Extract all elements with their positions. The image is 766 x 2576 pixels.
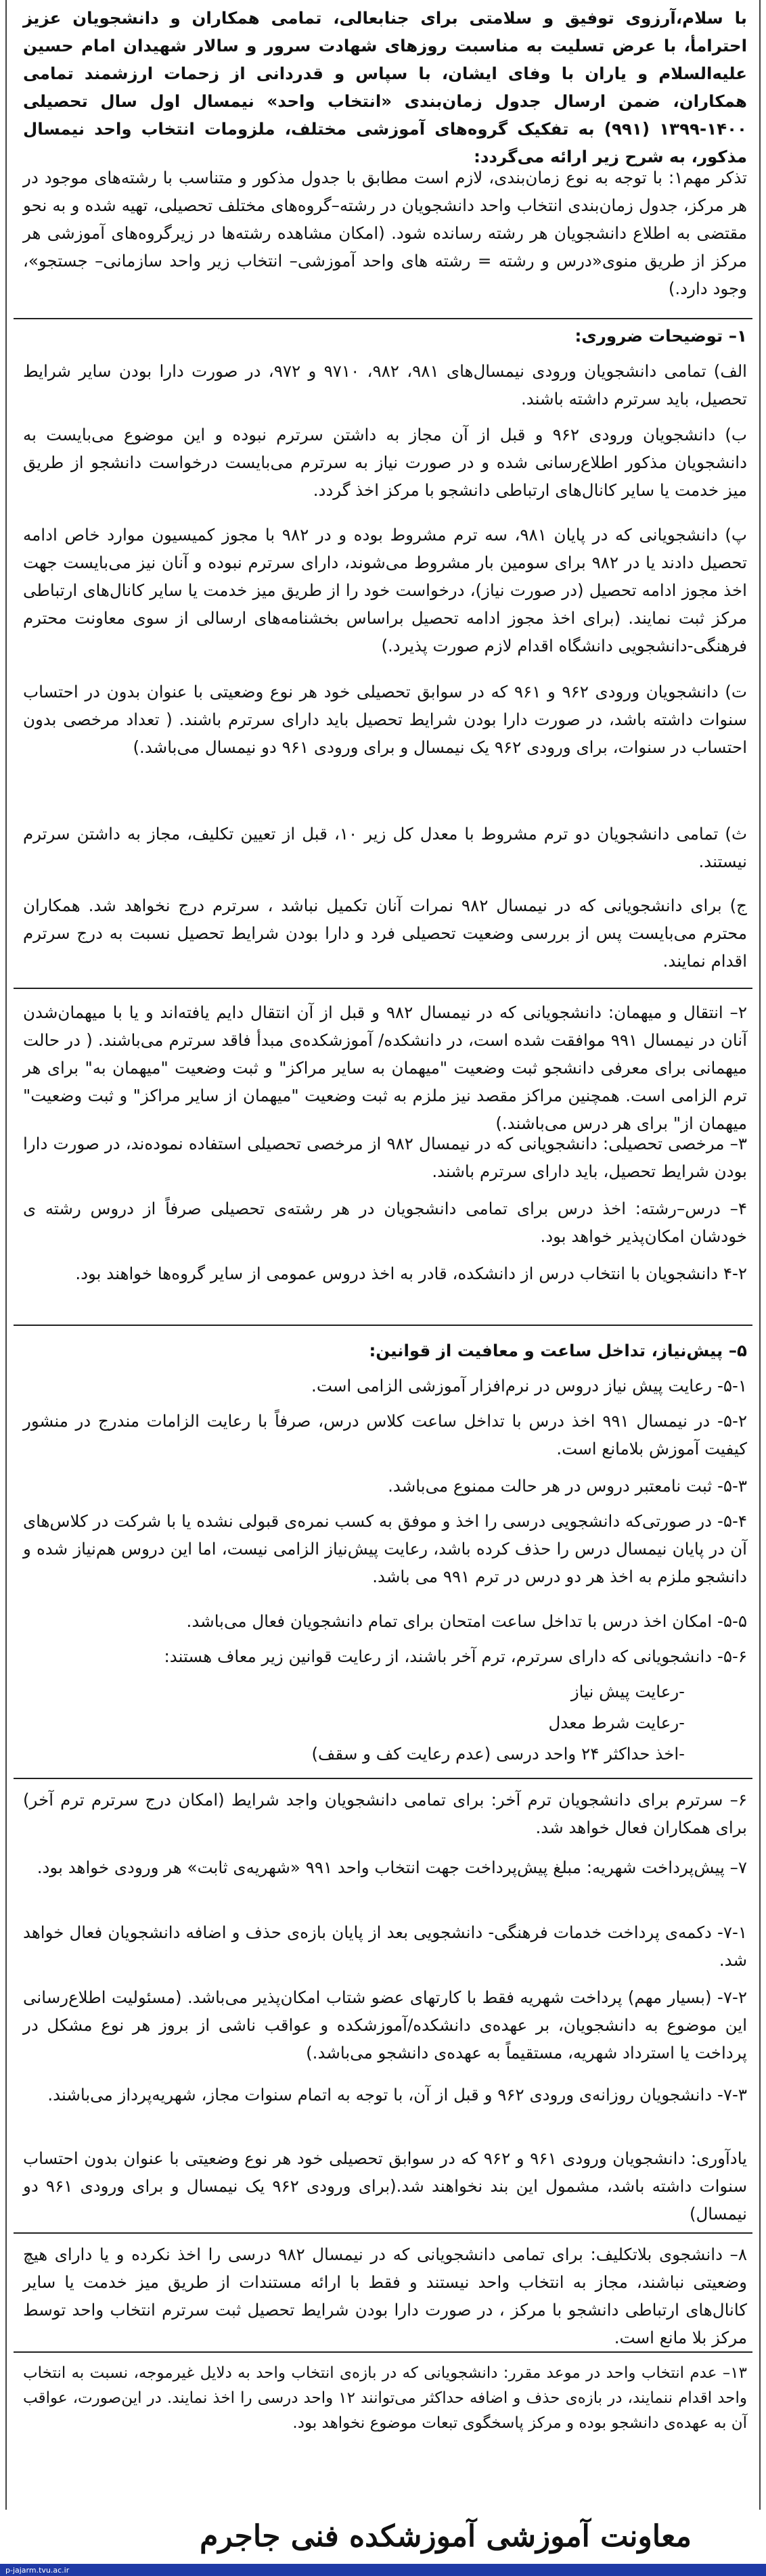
section-5-2: ۵-۲- در نیمسال ۹۹۱ اخذ درس با تداخل ساعت کلاس درس، صرفاً با رعایت الزامات مندرج در منشور کیفیت آموزش بلامانع است. bbox=[23, 1411, 747, 1458]
section-2-transfer-guest: ۲– انتقال و میهمان: دانشجویانی که در نیمسال ۹۸۲ و قبل از آن انتقال دایم یافته‌اند و یا با میهمان‌شدن آنان در نیمسال ۹۹۱ موافقت شده است، در دانشکده/ آموزشکده‌ی مبدأ فاقد سرترم می‌باشند. ( در حالت میهمانی برای معرفی دانشجو ثبت وضعیت "میهمان به سایر مراکز" و ثبت وضعیت "میهمان به" برای هر ترم الزامی است. همچنین مراکز مقصد نیز ملزم به ثبت وضعیت "میهمان از سایر مراکز" و ثبت وضعیت" میهمان از" برای هر درس می‌باشند.) bbox=[23, 1003, 748, 1133]
divider bbox=[14, 1325, 752, 1326]
important-note: تذکر مهم۱: با توجه به نوع زمان‌بندی، لازم است مطابق با جدول مذکور و متناسب با رشته‌های موجود در هر مرکز، جدول زمان‌بندی انتخاب واحد دانشجویان در رشته–گروه‌های مختلف تحصیلی، تهیه شده و به نحو مقتضی به اطلاع دانشجویان هر رشته رسانده شود. (امکان مشاهده رشته‌ها در زیرگروه‌های آموزشی هر مرکز از طریق منوی«درس و رشته = رشته های واحد آموزشی– انتخاب زیر واحد سازمانی– جستجو»، وجود دارد.) bbox=[23, 168, 748, 298]
section-1-item-th: ث) تمامی دانشجویان دو ترم مشروط با معدل کل زیر ۱۰، قبل از تعیین تکلیف، مجاز به داشتن سرترم نیستند. bbox=[23, 824, 748, 871]
section-7-1: ۷-۱- دکمه‌ی پرداخت خدمات فرهنگی- دانشجویی بعد از پایان بازه‌ی حذف و اضافه دانشجویان فعال خواهد شد. bbox=[23, 1923, 747, 1970]
footer-url: p-jajarm.tvu.ac.ir bbox=[5, 2566, 70, 2575]
section-5-4: ۵-۴- در صورتی‌که دانشجویی درسی را اخذ و موفق به کسب نمره‌ی قبولی نشده یا با شرکت در کلاس‌های آن در پایان نیمسال درس را حذف کرده باشد، رعایت پیش‌نیاز الزامی نیست، اما این دروس هم‌نیاز شده و دانشجو ملزم به اخذ هر دو درس در ترم ۹۹۱ می باشد. bbox=[23, 1511, 747, 1586]
divider bbox=[14, 1778, 752, 1779]
section-1-item-a: الف) تمامی دانشجویان ورودی نیمسال‌های ۹۸۱، ۹۸۲، ۹۷۱۰ و ۹۷۲، در صورت دارا بودن سایر شرایط تحصیل، باید سرترم داشته باشند. bbox=[23, 361, 747, 409]
section-5-3: ۵-۳- ثبت نامعتبر دروس در هر حالت ممنوع می‌باشد. bbox=[388, 1476, 747, 1496]
section-1-item-j: ج) برای دانشجویانی که در نیمسال ۹۸۲ نمرات آنان تکمیل نباشد ، سرترم درج نخواهد شد. همکاران محترم می‌بایست پس از بررسی وضعیت تحصیلی فرد و دارا بودن شرایط تحصیل نسبت به درج سرترم اقدام نمایند. bbox=[23, 896, 747, 971]
section-6-last-term: ۶– سرترم برای دانشجویان ترم آخر: برای تمامی دانشجویان واجد شرایط (امکان درج سرترم ترم آخر) برای همکاران فعال خواهد شد. bbox=[23, 1790, 747, 1837]
divider bbox=[14, 2232, 752, 2234]
footer-bar bbox=[0, 2564, 766, 2576]
section-7-reminder: یادآوری: دانشجویان ورودی ۹۶۱ و ۹۶۲ که در سوابق تحصیلی خود هر نوع وضعیتی با عنوان بدون احتساب سنوات داشته باشد، مشمول این بند نخواهند شد.(برای ورودی ۹۶۲ یک نیمسال و برای ورودی ۹۶۱ دو نیمسال) bbox=[23, 2148, 747, 2224]
section-7-prepayment: ۷– پیش‌پرداخت شهریه: مبلغ پیش‌پرداخت جهت انتخاب واحد ۹۹۱ «شهریه‌ی ثابت» هر ورودی خواهد بود. bbox=[37, 1858, 747, 1877]
section-1-item-t: ت) دانشجویان ورودی ۹۶۲ و ۹۶۱ که در سوابق تحصیلی خود هر نوع وضعیتی با عنوان بدون در احتساب سنوات داشته باشد، در صورت دارا بودن شرایط تحصیل باید دارای سرترم باشند. ( تعداد مرخصی بدون احتساب در سنوات، برای ورودی ۹۶۲ یک نیمسال و برای ورودی ۹۶۱ دو نیمسال می‌باشد.) bbox=[23, 682, 747, 757]
section-3-leave: ۳– مرخصی تحصیلی: دانشجویانی که در نیمسال ۹۸۲ از مرخصی تحصیلی استفاده نموده‌ند، در صورت دارا بودن شرایط تحصیل، باید دارای سرترم باشند. bbox=[23, 1134, 747, 1181]
section-5-1: ۵-۱- رعایت پیش نیاز دروس در نرم‌افزار آموزشی الزامی است. bbox=[311, 1376, 747, 1396]
section-5-title: ۵– پیش‌نیاز، تداخل ساعت و معافیت از قوانین: bbox=[369, 1341, 747, 1360]
greeting-paragraph: با سلام،آرزوی توفیق و سلامتی برای جنابعالی، تمامی همکاران و دانشجویان عزیز احترامأ، با عرض تسلیت به مناسبت روزهای شهادت سرور و سالار شهیدان امام حسین علیه‌السلام و یاران با وفای ایشان، با سپاس و قدردانی از زحمات ارزشمند تمامی همکاران، ضمن ارسال جدول زمان‌بندی «انتخاب واحد» نیمسال اول سال تحصیلی ۱۴۰۰-۱۳۹۹ (۹۹۱) به تفکیک گروه‌های آموزشی مختلف، ملزومات انتخاب واحد نیمسال مذکور، به شرح زیر ارائه می‌گردد: bbox=[23, 8, 748, 166]
section-5-6-item: -رعایت شرط معدل bbox=[548, 1713, 685, 1732]
section-5-5: ۵-۵- امکان اخذ درس با تداخل ساعت امتحان برای تمام دانشجویان فعال می‌باشد. bbox=[186, 1611, 747, 1631]
divider bbox=[14, 988, 752, 989]
divider bbox=[14, 2351, 752, 2353]
section-1-item-p: پ) دانشجویانی که در پایان ۹۸۱، سه ترم مشروط بوده و در ۹۸۲ با مجوز کمیسیون موارد خاص ادامه تحصیل دادند یا در ۹۸۲ برای سومین بار مشروط می‌شوند، دارای سرترم نبوده و آنان نیز می‌بایست جهت اخذ مجوز ادامه تحصیل (در صورت نیاز)، درخواست خود را از طریق میز خدمت یا سایر کانال‌های ارتباطی مرکز ثبت نمایند. (برای اخذ مجوز ادامه تحصیل براساس بخشنامه‌های ارسالی از سوی معاونت محترم فرهنگی-دانشجویی دانشگاه اقدام لازم صورت پذیرد.) bbox=[23, 525, 747, 656]
section-13-no-registration: ۱۳– عدم انتخاب واحد در موعد مقرر: دانشجویانی که در بازه‌ی انتخاب واحد به دلایل غیرموجه، نسبت به انتخاب واحد اقدام ننمایند، در بازه‌ی حذف و اضافه حداکثر می‌توانند ۱۲ واحد درسی را اخذ نمایند. در این‌صورت، عواقب آن به عهده‌ی دانشجو بوده و مرکز پاسخگوی تبعات موضوع نخواهد بود. bbox=[23, 2364, 747, 2432]
section-1-title: ۱– توضیحات ضروری: bbox=[574, 326, 747, 346]
section-5-6-item: -اخذ حداکثر ۲۴ واحد درسی (عدم رعایت کف و سقف) bbox=[311, 1744, 685, 1764]
section-4-2: ۴-۲ دانشجویان با انتخاب درس از دانشکده، قادر به اخذ دروس عمومی از سایر گروه‌ها خواهند بود. bbox=[75, 1264, 747, 1283]
section-7-3: ۷-۳- دانشجویان روزانه‌ی ورودی ۹۶۲ و قبل از آن، با توجه به اتمام سنوات مجاز، شهریه‌پرداز می‌باشند. bbox=[47, 2085, 747, 2104]
section-7-2: ۷-۲- (بسیار مهم) پرداخت شهریه فقط با کارتهای عضو شتاب امکان‌پذیر می‌باشد. (مسئولیت اطلاع‌رسانی این موضوع به دانشجویان، بر عهده‌ی دانشکده/آموزشکده و عواقب ناشی از بروز هر نوع مشکل در پرداخت یا استرداد شهریه، مستقیماً به عهده‌ی دانشجو می‌باشد.) bbox=[23, 1987, 747, 2063]
section-5-6: ۵-۶- دانشجویانی که دارای سرترم، ترم آخر باشند، از رعایت قوانین زیر معاف هستند: bbox=[164, 1647, 747, 1666]
section-1-item-b: ب) دانشجویان ورودی ۹۶۲ و قبل از آن مجاز به داشتن سرترم نبوده و این موضوع می‌بایست به دانشجویان مذکور اطلاع‌رسانی شده و در صورت نیاز به سرترم می‌بایست درخواست دانشجو از طریق میز خدمت یا سایر کانال‌های ارتباطی دانشجو با مرکز اخذ گردد. bbox=[23, 425, 747, 500]
section-8-undetermined: ۸– دانشجوی بلاتکلیف: برای تمامی دانشجویانی که در نیمسال ۹۸۲ درسی را اخذ نکرده و یا دارای هیچ وضعیتی نباشند، مجاز به انتخاب واحد نیستند و فقط با ارائه مستندات از طریق میز خدمت یا سایر کانال‌های ارتباطی دانشجو با مرکز ، در صورت دارا بودن شرایط تحصیل ثبت سرترم انتخاب واحد توسط مرکز بلا مانع است. bbox=[23, 2245, 747, 2347]
divider bbox=[14, 318, 752, 319]
section-4-course-field: ۴– درس–رشته: اخذ درس برای تمامی دانشجویان در هر رشته‌ی تحصیلی صرفاً از دروس رشته ی خودشان امکان‌پذیر خواهد بود. bbox=[23, 1199, 747, 1246]
section-5-6-item: -رعایت پیش نیاز bbox=[570, 1682, 685, 1701]
signature: معاونت آموزشی آموزشکده فنی جاجرم bbox=[200, 2519, 692, 2554]
